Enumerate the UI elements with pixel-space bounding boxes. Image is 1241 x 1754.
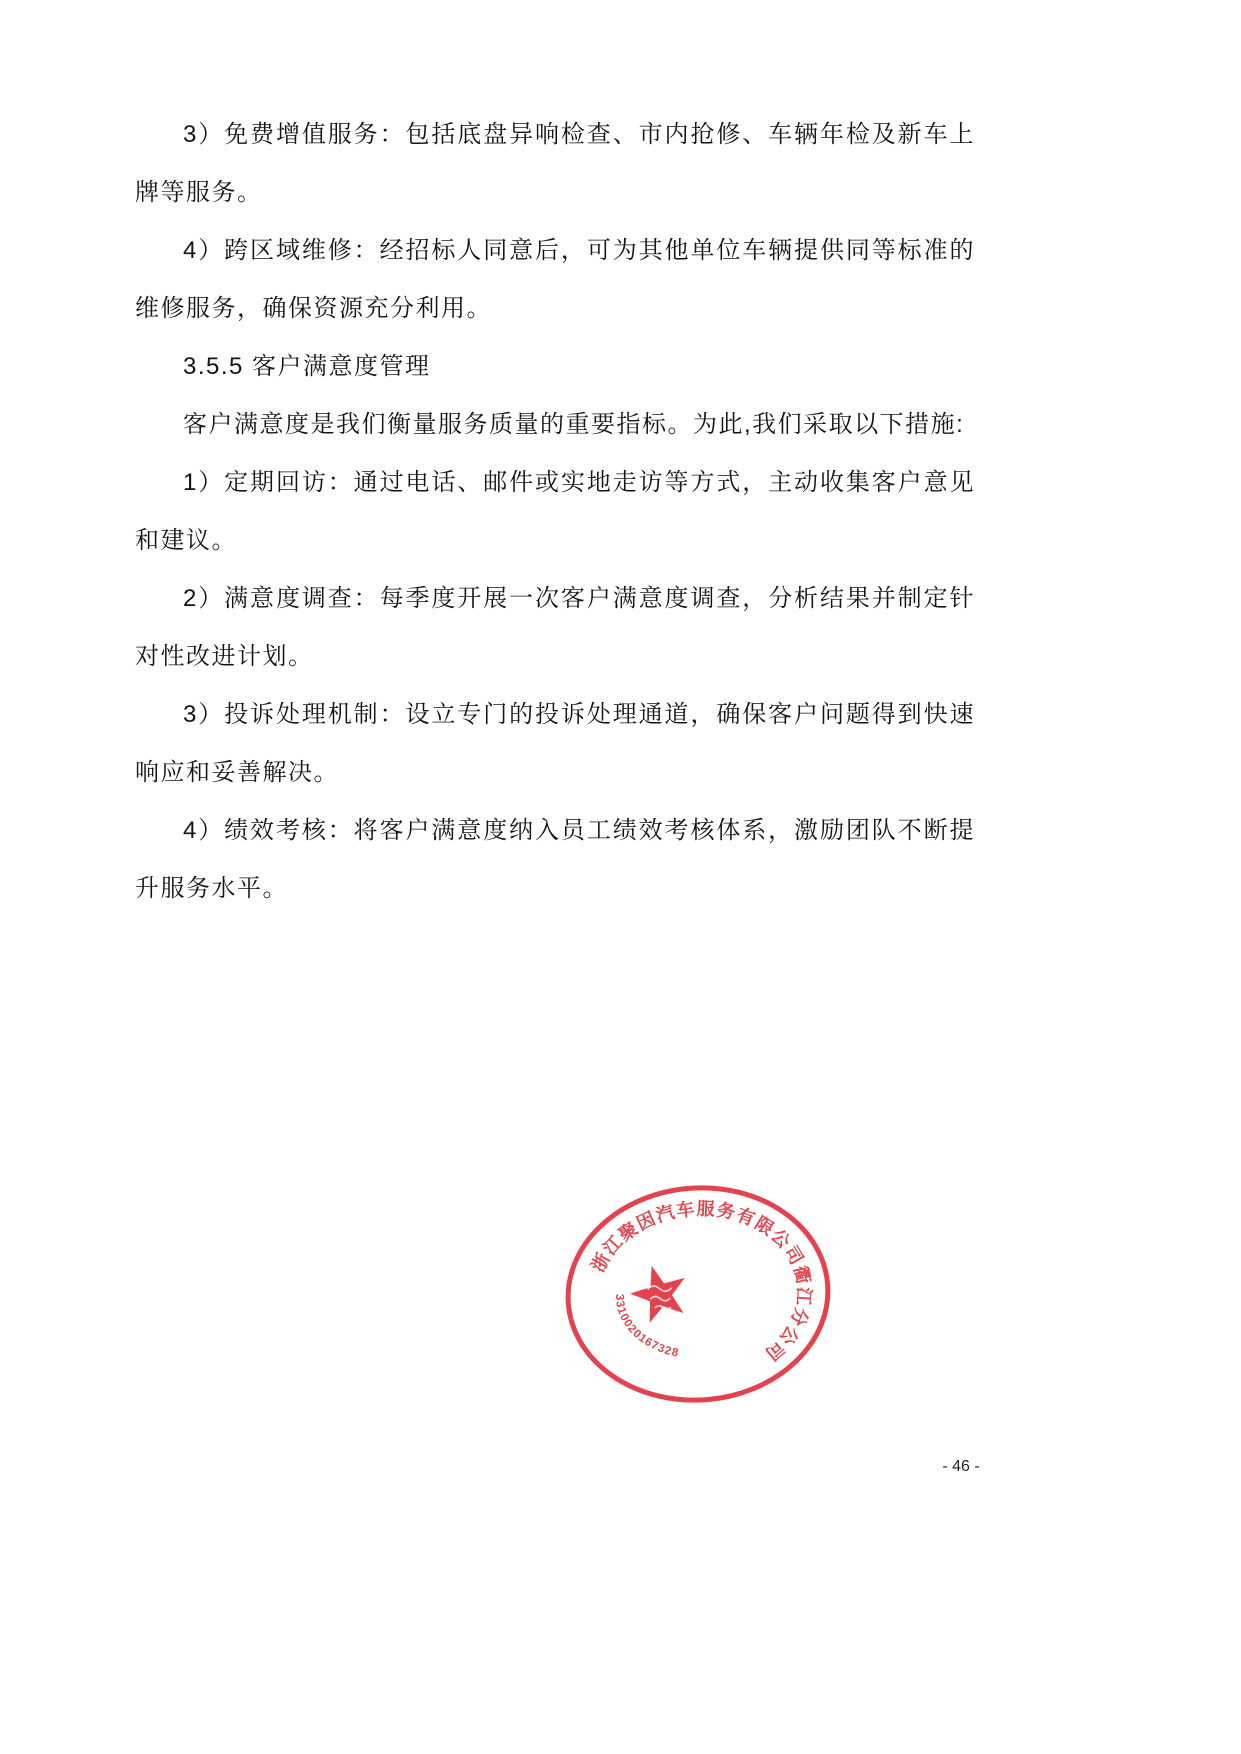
seal-name-text <box>583 1190 820 1378</box>
list-item: 4）跨区域维修：经招标人同意后，可为其他单位车辆提供同等标准的维修服务，确保资源充分利用。 <box>135 237 975 322</box>
page-number: - 46 - <box>942 1458 980 1475</box>
section-heading: 3.5.5 客户满意度管理 <box>183 353 431 380</box>
list-item: 3）投诉处理机制：设立专门的投诉处理通道，确保客户问题得到快速响应和妥善解决。 <box>135 701 975 786</box>
list-item: 2）满意度调查：每季度开展一次客户满意度调查，分析结果并制定针对性改进计划。 <box>135 585 975 670</box>
company-seal <box>560 1182 836 1412</box>
list-item: 4）绩效考核：将客户满意度纳入员工绩效考核体系，激励团队不断提升服务水平。 <box>135 817 975 902</box>
seal-name: 浙江聚因汽车服务有限公司衢江分公司 <box>587 1198 815 1366</box>
list-item: 1）定期回访：通过电话、邮件或实地走访等方式，主动收集客户意见和建议。 <box>135 469 975 554</box>
seal-code: 3310020167328 <box>612 1293 681 1360</box>
star-icon <box>624 1258 694 1326</box>
list-item: 3）免费增值服务：包括底盘异响检查、市内抢修、车辆年检及新车上牌等服务。 <box>135 121 975 206</box>
body-text <box>135 106 975 918</box>
intro-paragraph: 客户满意度是我们衡量服务质量的重要指标。为此,我们采取以下措施: <box>183 411 965 438</box>
